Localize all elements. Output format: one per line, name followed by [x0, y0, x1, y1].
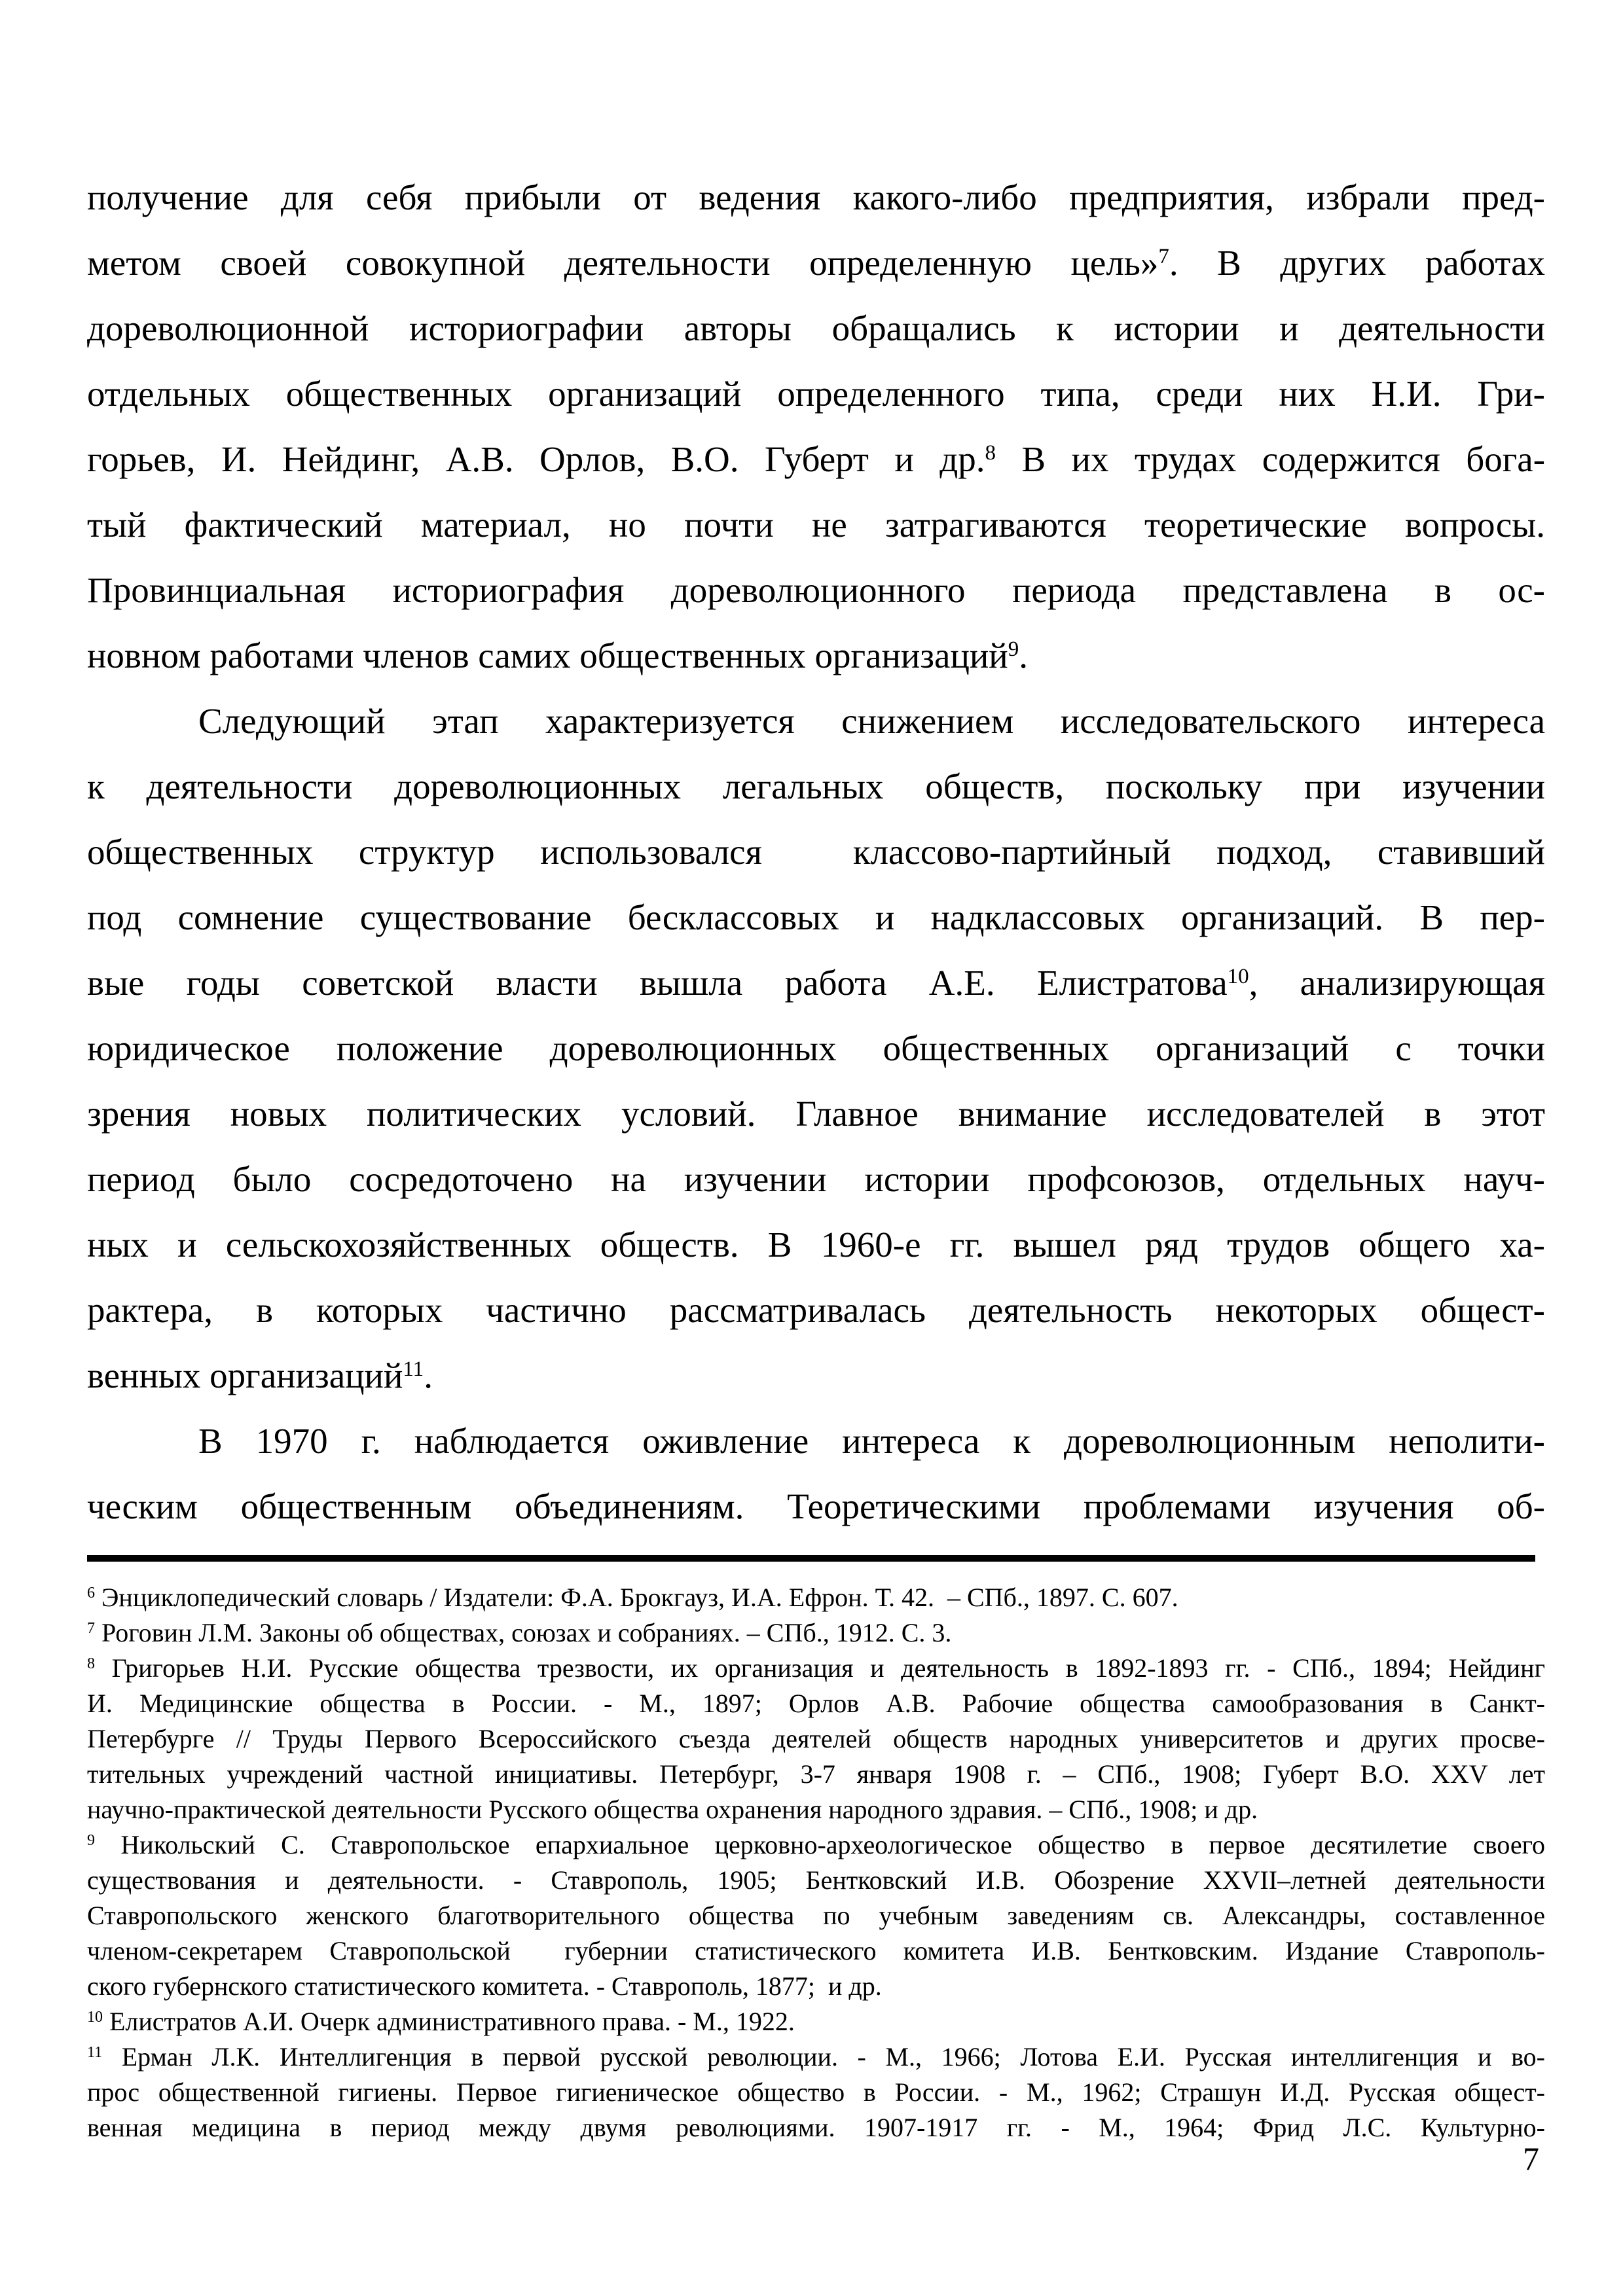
body-line: к деятельности дореволюционных легальных обществ, поскольку при изучении: [87, 766, 1545, 806]
footnote-line: научно-практической деятельности Русского общества охранения народного здравия. – СПб., 1908; и др.: [87, 1795, 1258, 1824]
footnote: [87, 2004, 1545, 2039]
body-line: венных организаций$^{11}$.: [87, 1355, 433, 1395]
footnote-marker: 8: [87, 1655, 95, 1672]
body-line: дореволюционной историографии авторы обращались к истории и деятельности: [87, 308, 1545, 348]
footnote-marker: 7: [87, 1619, 95, 1637]
body-line: новном работами членов самих общественных организаций$^9$.: [87, 636, 1028, 675]
footnote-line: существования и деятельности. - Ставрополь, 1905; Бентковский И.В. Обозрение XXVII–летней деятельности: [87, 1865, 1545, 1895]
footnote-marker: 9: [87, 1831, 95, 1849]
body-line: В 1970 г. наблюдается оживление интереса к дореволюционным неполити-: [198, 1421, 1545, 1461]
body-line: общественных структур использовался классово-партийный подход, ставивший: [87, 832, 1545, 872]
body-line: юридическое положение дореволюционных общественных организаций с точки: [87, 1028, 1545, 1068]
footnote-reference: 10: [1227, 964, 1249, 988]
footnote-line: ского губернского статистического комитета. - Ставрополь, 1877; и др.: [87, 1971, 882, 2001]
body-line: отдельных общественных организаций определенного типа, среди них Н.И. Гри-: [87, 374, 1545, 414]
footnote: [87, 1827, 1545, 2004]
body-line: период было сосредоточено на изучении истории профсоюзов, отдельных науч-: [87, 1159, 1545, 1199]
footnote: [87, 1580, 1545, 1615]
page-number: 7: [1523, 2140, 1539, 2177]
footnote-reference: 7: [1158, 244, 1169, 268]
body-line: метом своей совокупной деятельности определенную цель»$^7$. В других работах: [87, 243, 1545, 283]
body-line: Следующий этап характеризуется снижением исследовательского интереса: [198, 701, 1545, 741]
footnote-line: тительных учреждений частной инициативы. Петербург, 3-7 января 1908 г. – СПб., 1908; Губерт В.О. XXV лет: [87, 1759, 1545, 1789]
footnote-reference: 11: [403, 1357, 424, 1381]
body-paragraph: [87, 689, 1545, 1408]
footnote-line: венная медицина в период между двумя революциями. 1907-1917 гг. - М., 1964; Фрид Л.С. Культурно-: [87, 2113, 1545, 2142]
footnote-line: И. Медицинские общества в России. - М., 1897; Орлов А.В. Рабочие общества самообразования в Санкт-: [87, 1689, 1545, 1718]
footnote-line: $^7$ Роговин Л.М. Законы об обществах, союзах и собраниях. – СПб., 1912. С. 3.: [87, 1618, 952, 1647]
footnotes: [87, 1580, 1545, 2145]
body-text: [87, 165, 1545, 1539]
footnote-marker: 6: [87, 1584, 95, 1602]
body-line: под сомнение существование бесклассовых и надклассовых организаций. В пер-: [87, 897, 1545, 937]
footnote-line: прос общественной гигиены. Первое гигиеническое общество в России. - М., 1962; Страшун И.Д. Русская общест-: [87, 2077, 1545, 2107]
body-line: ческим общественным объединениям. Теоретическими проблемами изучения об-: [87, 1486, 1545, 1526]
body-line: тый фактический материал, но почти не затрагиваются теоретические вопросы.: [87, 505, 1545, 545]
body-line: рактера, в которых частично рассматривалась деятельность некоторых общест-: [87, 1290, 1545, 1330]
body-line: получение для себя прибыли от ведения какого-либо предприятия, избрали пред-: [87, 177, 1545, 217]
footnote-marker: 11: [87, 2043, 103, 2061]
footnote-line: $^{11}$ Ерман Л.К. Интеллигенция в первой русской революции. - М., 1966; Лотова Е.И. Русская интеллигенция и во-: [87, 2042, 1545, 2072]
footnote-line: $^8$ Григорьев Н.И. Русские общества трезвости, их организация и деятельность в 1892-1893 гг. - СПб., 1894; Нейдинг: [87, 1653, 1545, 1683]
footnote: [87, 2039, 1545, 2145]
footnote-line: Ставропольского женского благотворительного общества по учебным заведениям св. Александры, составленное: [87, 1901, 1545, 1930]
footnote-line: $^9$ Никольский С. Ставропольское епархиальное церковно-археологическое общество в первое десятилетие своего: [87, 1830, 1545, 1859]
footnote-separator: [87, 1555, 1535, 1562]
footnote-line: Петербурге // Труды Первого Всероссийского съезда деятелей обществ народных университетов и других просве-: [87, 1724, 1545, 1753]
footnote-line: $^6$ Энциклопедический словарь / Издатели: Ф.А. Брокгауз, И.А. Ефрон. Т. 42. – СПб., 1897. С. 607.: [87, 1583, 1178, 1612]
footnote: [87, 1615, 1545, 1651]
body-paragraph: [87, 165, 1545, 689]
body-paragraph: [87, 1408, 1545, 1539]
footnote-reference: 8: [985, 440, 996, 465]
footnote-line: членом-секретарем Ставропольской губернии статистического комитета И.В. Бентковским. Издание Ставрополь-: [87, 1936, 1545, 1965]
body-line: горьев, И. Нейдинг, А.В. Орлов, В.О. Губерт и др.$^8$ В их трудах содержится бога-: [87, 439, 1546, 479]
body-line: ных и сельскохозяйственных обществ. В 1960-е гг. вышел ряд трудов общего ха-: [87, 1225, 1545, 1265]
body-line: Провинциальная историография дореволюционного периода представлена в ос-: [87, 570, 1545, 610]
footnote-marker: 10: [87, 2008, 103, 2026]
footnote-line: $^{10}$ Елистратов А.И. Очерк административного права. - М., 1922.: [87, 2007, 795, 2036]
body-line: зрения новых политических условий. Главное внимание исследователей в этот: [87, 1094, 1545, 1134]
footnote-reference: 9: [1008, 637, 1019, 661]
footnote: [87, 1651, 1545, 1827]
body-line: вые годы советской власти вышла работа А.Е. Елистратова$^{10}$, анализирующая: [87, 963, 1545, 1003]
